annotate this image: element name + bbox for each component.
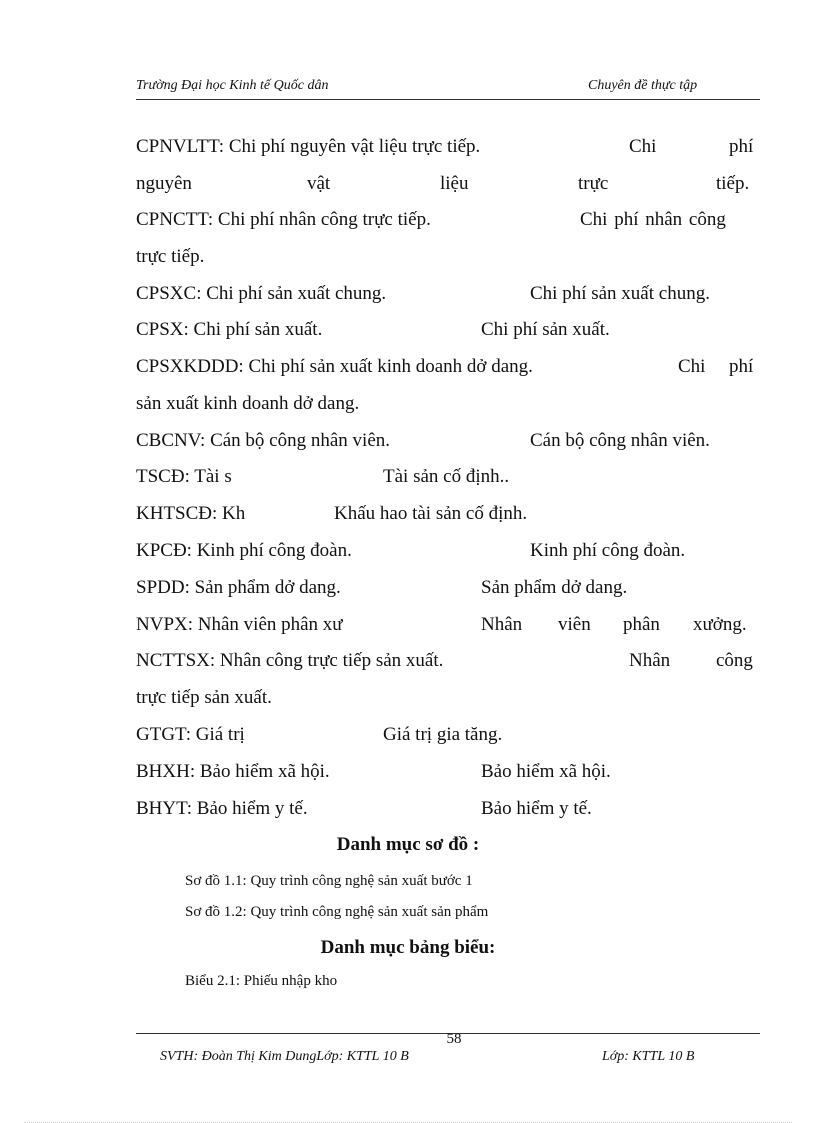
abbr-cpnvltt-word: vật	[307, 173, 331, 194]
abbr-nvpx: NVPX: Nhân viên phân xư	[136, 614, 343, 635]
abbr-cpnvltt-word: liệu	[440, 173, 469, 194]
footer-student: SVTH: Đoàn Thị Kim DungLớp: KTTL 10 B	[160, 1049, 409, 1064]
abbr-cpsxkddd: CPSXKDDD: Chi phí sản xuất kinh doanh dở dang.	[136, 356, 533, 377]
abbr-cpsx-def: Chi phí sản xuất.	[481, 319, 610, 340]
abbr-kpcd-def: Kinh phí công đoàn.	[530, 540, 686, 561]
abbr-cpnvltt-word: tiếp.	[716, 173, 750, 194]
abbr-cbcnv-def: Cán bộ công nhân viên.	[530, 430, 710, 451]
abbr-spdd: SPDD: Sản phẩm dở dang.	[136, 577, 341, 598]
abbr-cpnctt: CPNCTT: Chi phí nhân công trực tiếp.	[136, 209, 431, 230]
abbr-bhyt: BHYT: Bảo hiểm y tế.	[136, 798, 308, 819]
abbr-tscd-def: Tài sản cố định..	[383, 466, 510, 487]
abbr-cpnctt-right: Chi phí nhân công	[580, 209, 726, 230]
abbr-kpcd: KPCĐ: Kinh phí công đoàn.	[136, 540, 352, 561]
abbr-cpnvltt-mid: Chi	[629, 136, 657, 157]
abbr-ncttsx-cont: trực tiếp sản xuất.	[136, 687, 272, 708]
abbr-tscd: TSCĐ: Tài s	[136, 466, 232, 487]
footer-class: Lớp: KTTL 10 B	[602, 1049, 695, 1064]
abbr-cpsxc: CPSXC: Chi phí sản xuất chung.	[136, 283, 387, 304]
header-rule	[136, 99, 760, 100]
abbr-ncttsx: NCTTSX: Nhân công trực tiếp sản xuất.	[136, 650, 444, 671]
abbr-nvpx-word: phân	[623, 614, 660, 635]
abbr-cpsxkddd-mid: Chi	[678, 356, 706, 377]
abbr-cbcnv: CBCNV: Cán bộ công nhân viên.	[136, 430, 391, 451]
tables-heading: Danh mục bảng biểu:	[320, 937, 496, 958]
abbr-cpnvltt-word: trực	[578, 173, 609, 194]
abbr-gtgt-def: Giá trị gia tăng.	[383, 724, 503, 745]
diagrams-heading: Danh mục sơ đồ :	[336, 834, 480, 855]
abbr-cpnvltt-word: nguyên	[136, 173, 192, 194]
abbr-bhxh: BHXH: Bảo hiểm xã hội.	[136, 761, 330, 782]
page-number: 58	[446, 1031, 462, 1047]
abbr-khtscd: KHTSCĐ: Kh	[136, 503, 246, 524]
abbr-cpnctt-cont: trực tiếp.	[136, 246, 205, 267]
diagram-item: Sơ đồ 1.1: Quy trình công nghệ sản xuất bước 1	[185, 873, 473, 889]
abbr-cpsxkddd-cont: sản xuất kinh doanh dở dang.	[136, 393, 360, 414]
abbr-cpnvltt-right: phí	[729, 136, 754, 157]
abbr-nvpx-word: Nhân	[481, 614, 523, 635]
table-item: Biểu 2.1: Phiếu nhập kho	[185, 973, 338, 989]
abbr-nvpx-word: viên	[558, 614, 591, 635]
abbr-bhyt-def: Bảo hiểm y tế.	[481, 798, 592, 819]
abbr-cpnvltt: CPNVLTT: Chi phí nguyên vật liệu trực tiếp.	[136, 136, 481, 157]
abbr-spdd-def: Sản phẩm dở dang.	[481, 577, 628, 598]
abbr-cpsx: CPSX: Chi phí sản xuất.	[136, 319, 323, 340]
abbr-khtscd-def: Khấu hao tài sản cố định.	[334, 503, 528, 524]
abbr-bhxh-def: Bảo hiểm xã hội.	[481, 761, 611, 782]
header-title: Chuyên đề thực tập	[588, 78, 698, 93]
header-school: Trường Đại học Kinh tế Quốc dân	[136, 78, 329, 93]
abbr-ncttsx-mid: Nhân	[629, 650, 671, 671]
abbr-cpsxkddd-right: phí	[729, 356, 754, 377]
diagram-item: Sơ đồ 1.2: Quy trình công nghệ sản xuất sản phẩm	[185, 904, 489, 920]
abbr-gtgt: GTGT: Giá trị	[136, 724, 245, 745]
abbr-cpsxc-def: Chi phí sản xuất chung.	[530, 283, 710, 304]
abbr-ncttsx-right: công	[716, 650, 753, 671]
abbr-nvpx-word: xưởng.	[693, 614, 747, 635]
